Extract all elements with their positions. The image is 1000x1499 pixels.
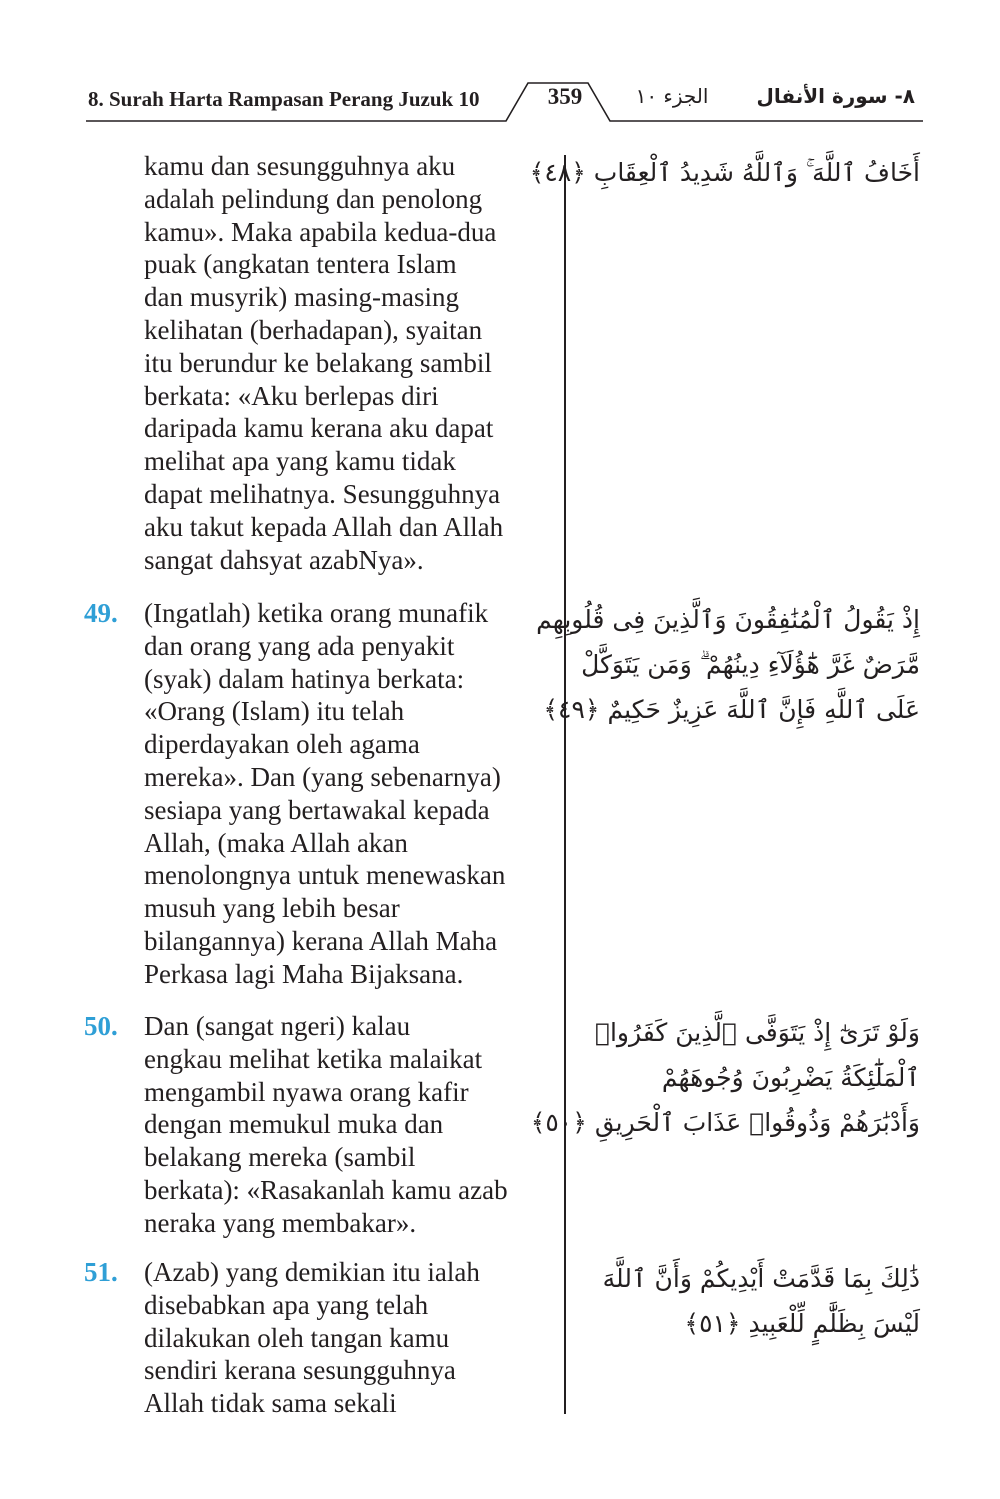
page-number: 359 bbox=[547, 84, 583, 109]
verse-number: 49. bbox=[84, 598, 118, 628]
verse-number: 51. bbox=[84, 1257, 118, 1287]
verse-arabic bbox=[590, 1256, 920, 1346]
verse-translation bbox=[84, 1256, 554, 1420]
verse-number: 50. bbox=[84, 1011, 118, 1041]
arabic-line: إِذْ يَقُولُ ٱلْمُنَٰفِقُونَ وَٱلَّذِينَ فِى قُلُوبِهِم bbox=[536, 605, 920, 634]
arabic-line: مَّرَضٌ غَرَّ هَٰٓؤُلَآءِ دِينُهُمْ ۗ وَمَن يَتَوَكَّلْ bbox=[581, 650, 920, 679]
verse-arabic bbox=[536, 597, 920, 732]
verse-translation bbox=[84, 597, 554, 991]
arabic-line: عَلَى ٱللَّهِ فَإِنَّ ٱللَّهَ عَزِيزٌ حَكِيمٌ ﴿٤٩﴾ bbox=[543, 695, 920, 724]
juz-label-arabic: الجزء ١٠ bbox=[635, 84, 709, 108]
verse-arabic bbox=[530, 1010, 920, 1145]
translation-text: kamu dan sesungguhnya aku adalah pelindung dan penolong kamu». Maka apabila kedua-dua puak (angkatan tentera Islam dan musyrik) masing-masing kelihatan (berhadapan), syaitan itu berundur ke belakang sambil berkata: «Aku berlepas diri daripada kamu kerana aku dapat melihat apa yang kamu tidak dapat melihatnya. Sesungguhnya aku takut kepada Allah dan Allah sangat dahsyat azabNya». bbox=[144, 151, 504, 575]
verse-translation bbox=[84, 1010, 554, 1240]
arabic-line: ٱلْمَلَٰٓئِكَةُ يَضْرِبُونَ وُجُوهَهُمْ bbox=[661, 1063, 920, 1092]
arabic-line: وَلَوْ تَرَىٰٓ إِذْ يَتَوَفَّى ٱلَّذِينَ كَفَرُوا۟ bbox=[594, 1018, 920, 1047]
chapter-title: 8. Surah Harta Rampasan Perang Juzuk 10 bbox=[88, 87, 480, 111]
translation-text: Dan (sangat ngeri) kalau engkau melihat ketika malaikat mengambil nyawa orang kafir dengan memukul muka dan belakang mereka (sambil berkata): «Rasakanlah kamu azab neraka yang membakar». bbox=[144, 1011, 508, 1238]
surah-title-arabic: ٨- سورة الأنفال bbox=[756, 84, 915, 108]
translation-text: (Ingatlah) ketika orang munafik dan orang yang ada penyakit (syak) dalam hatinya berkata: «Orang (Islam) itu telah diperdayakan oleh agama mereka». Dan (yang sebenarnya) sesiapa yang bertawakal kepada Allah, (maka Allah akan menolongnya untuk menewaskan musuh yang lebih besar bilangannya) kerana Allah Maha Perkasa lagi Maha Bijaksana. bbox=[144, 598, 506, 989]
verse-translation bbox=[84, 150, 554, 576]
arabic-line: ذَٰلِكَ بِمَا قَدَّمَتْ أَيْدِيكُمْ وَأَنَّ ٱللَّهَ bbox=[602, 1264, 920, 1293]
arabic-line: أَخَافُ ٱللَّهَ ۚ وَٱللَّهُ شَدِيدُ ٱلْعِقَابِ ﴿٤٨﴾ bbox=[529, 158, 920, 187]
arabic-line: لَيْسَ بِظَلَّٰمٍ لِّلْعَبِيدِ ﴿٥١﴾ bbox=[684, 1309, 920, 1338]
translation-text: (Azab) yang demikian itu ialah disebabkan apa yang telah dilakukan oleh tangan kamu sendiri kerana sesungguhnya Allah tidak sama sekali bbox=[144, 1257, 480, 1419]
verse-arabic bbox=[529, 150, 920, 195]
arabic-line: وَأَدْبَٰرَهُمْ وَذُوقُوا۟ عَذَابَ ٱلْحَرِيقِ ﴿٥٠﴾ bbox=[530, 1108, 920, 1137]
column-divider bbox=[564, 155, 566, 1414]
